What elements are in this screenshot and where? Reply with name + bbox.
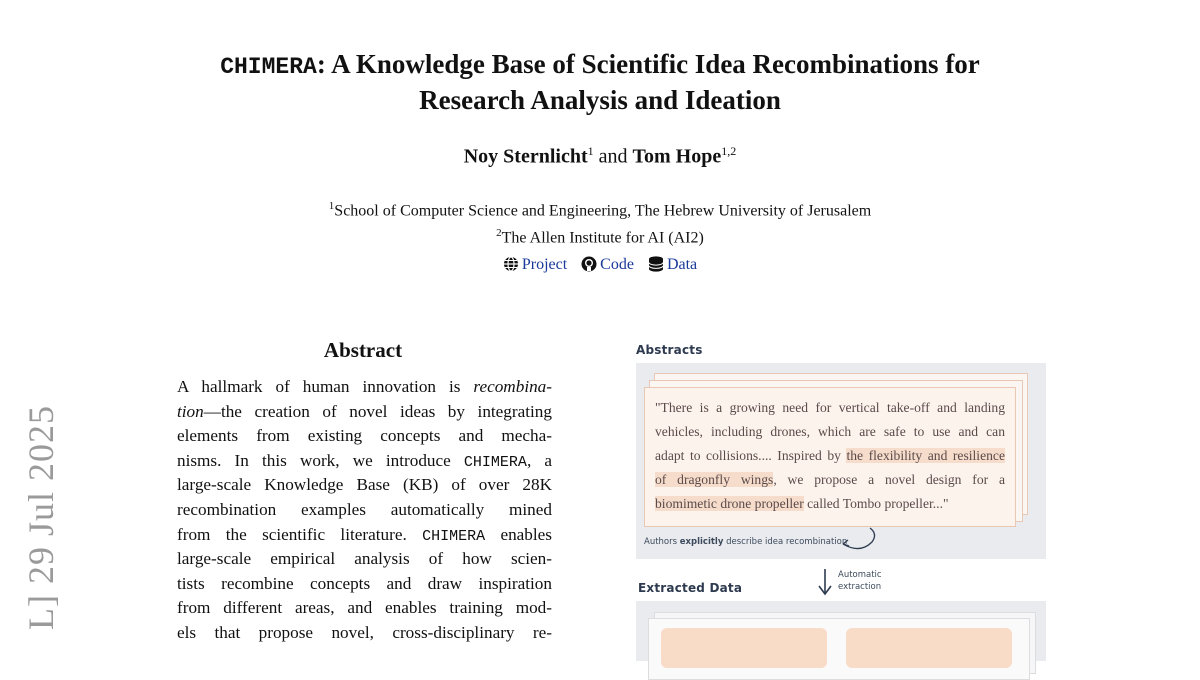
quote-text: adapt to collisions.... Inspired by — [655, 448, 847, 463]
automatic-extraction-label — [838, 569, 882, 593]
recombination-caption — [644, 537, 847, 547]
abstract-line — [177, 572, 552, 597]
abstract-italic: recombina- — [473, 377, 552, 396]
author-list — [150, 144, 1050, 169]
abstract-text: els that propose novel, cross-disciplinary re- — [177, 622, 552, 642]
project-link[interactable] — [503, 256, 571, 273]
abstract-text: —the creation of novel ideas by integrating — [203, 401, 552, 421]
affiliation-1 — [150, 200, 1050, 220]
affiliation-mark: 1 — [328, 200, 335, 212]
affiliation-text: The Allen Institute for AI (AI2) — [501, 229, 704, 247]
quote-highlight: biomimetic drone propeller — [655, 496, 804, 511]
extracted-inspiration-card — [661, 628, 827, 668]
abstract-system-name: CHIMERA — [463, 453, 527, 471]
affiliation-2 — [150, 227, 1050, 247]
abstract-text: tists recombine concepts and draw inspiration — [177, 573, 552, 593]
abstract-text: elements from existing concepts and mecha- — [177, 426, 552, 446]
abstract-line — [177, 498, 552, 523]
abstract-text: large-scale Knowledge Base (KB) of over 28K — [177, 475, 552, 495]
title-line1: : A Knowledge Base of Scientific Idea Recombinations for — [316, 49, 980, 79]
abstract-text: nisms. In this work, we introduce — [177, 450, 464, 470]
resource-links — [150, 256, 1050, 274]
abstract-heading: Abstract — [323, 338, 403, 362]
author-joiner: and — [593, 145, 633, 168]
auto-line1: Automatic — [838, 570, 882, 580]
quote-text: , we propose a novel design for a — [773, 472, 1005, 487]
data-link[interactable] — [648, 256, 697, 273]
curved-arrow-icon — [840, 524, 880, 552]
abstract-line — [177, 400, 552, 425]
quote-line — [655, 396, 1005, 420]
down-arrow-icon — [817, 568, 833, 596]
caption-post: describe idea recombination — [723, 537, 848, 547]
code-link[interactable] — [581, 256, 638, 273]
abstract-line — [177, 523, 552, 548]
abstract-text: large-scale empirical analysis of how scien- — [177, 549, 552, 569]
affiliation-mark: 2 — [496, 227, 502, 239]
author-affil-mark: 1 — [587, 144, 594, 158]
title-line2: Research Analysis and Ideation — [419, 85, 781, 115]
quote-text: "There is a growing need for vertical take-off and landing — [655, 400, 1005, 415]
project-link-label: Project — [521, 256, 568, 273]
abstract-line — [177, 596, 552, 621]
caption-pre: Authors — [644, 537, 680, 547]
abstract-line — [177, 547, 552, 572]
abstract-line — [177, 424, 552, 449]
abstract-quote-card — [644, 387, 1016, 527]
auto-line2: extraction — [838, 582, 882, 592]
abstract-text: enables — [485, 524, 552, 544]
author-affil-mark: 1,2 — [721, 144, 737, 158]
figure-extracted-label: Extracted Data — [638, 581, 743, 595]
quote-highlight: of dragonfly wings — [655, 472, 774, 487]
abstract-line — [177, 473, 552, 498]
caption-bold: explicitly — [679, 537, 724, 547]
abstract-line — [177, 449, 552, 474]
abstract-italic: tion — [177, 401, 204, 421]
quote-highlight: the flexibility and resilience — [846, 448, 1005, 463]
github-icon — [581, 256, 597, 272]
quote-line — [655, 444, 1005, 468]
quote-text: called Tombo propeller..." — [803, 496, 949, 511]
arxiv-side-stamp: L] 29 Jul 2025 — [21, 405, 61, 630]
affiliation-text: School of Computer Science and Engineering, The Hebrew University of Jerusalem — [334, 202, 872, 220]
abstract-line — [177, 375, 552, 400]
data-link-label: Data — [666, 256, 698, 273]
abstract-system-name: CHIMERA — [422, 527, 486, 545]
quote-line — [655, 420, 1005, 444]
extracted-target-card — [846, 628, 1012, 668]
abstract-line — [177, 621, 552, 646]
abstract-text: A hallmark of human innovation is — [177, 377, 474, 396]
abstract-text: , a — [526, 450, 552, 470]
paper-title — [150, 48, 1050, 117]
abstract-text: from the scientific literature. — [177, 524, 423, 544]
database-icon — [648, 256, 664, 272]
quote-line — [655, 468, 1005, 492]
abstract-text: recombination examples automatically mined — [177, 499, 552, 519]
code-link-label: Code — [600, 256, 634, 273]
abstract-body — [177, 375, 552, 646]
quote-line — [655, 492, 1005, 516]
title-system-name: CHIMERA — [220, 54, 317, 80]
quote-text: vehicles, including drones, which are safe to use and can — [655, 424, 1005, 439]
abstract-text: from different areas, and enables training mod- — [177, 598, 552, 618]
author-name: Tom Hope — [632, 145, 722, 168]
figure-abstracts-label: Abstracts — [636, 343, 703, 357]
author-name: Noy Sternlicht — [463, 145, 588, 168]
globe-icon — [503, 256, 519, 272]
